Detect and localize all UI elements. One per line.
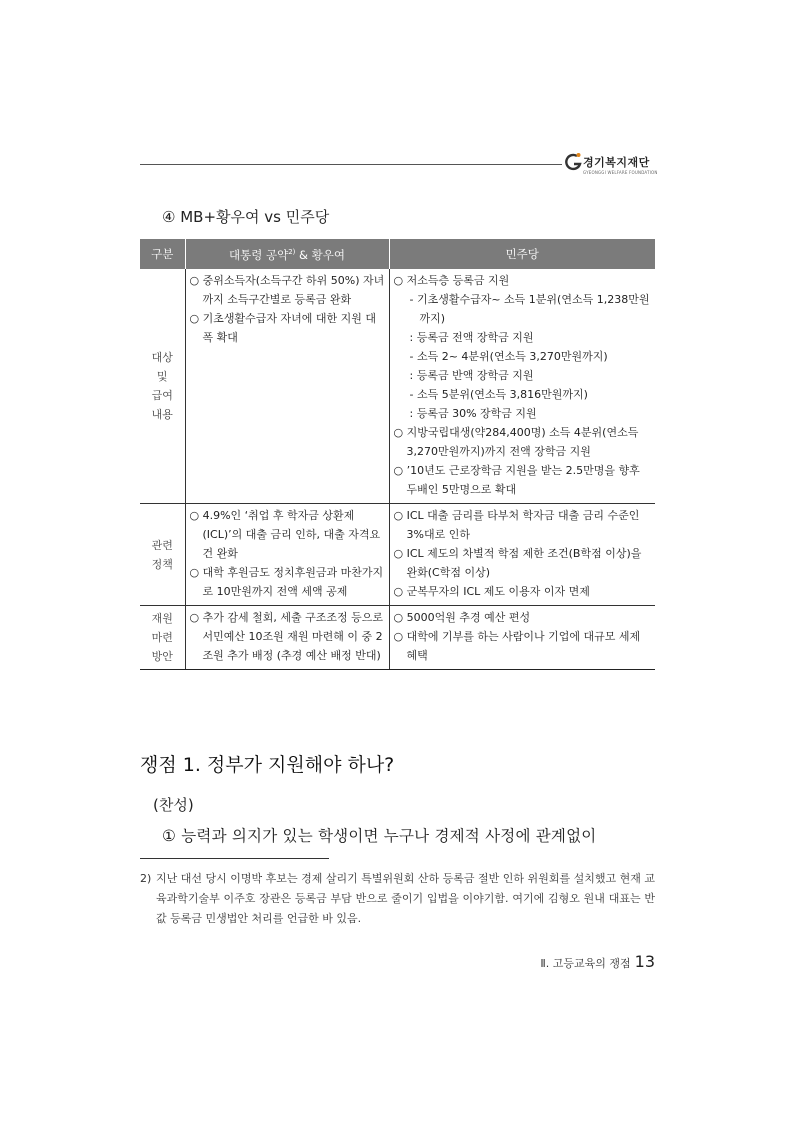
mb-cell [185, 269, 389, 504]
bullet-item: ○ 지방국립대생(약284,400명) 소득 4분위(연소득 3,270만원까지)까지 전액 장학금 지원 [393, 426, 639, 458]
row-category-label: 및 [156, 370, 168, 383]
bullet-item: ○ ’10년도 근로장학금 지원을 받는 2.5만명을 향후 두배인 5만명으로 확대 [393, 464, 640, 496]
row-category [140, 606, 185, 670]
comparison-table [140, 239, 655, 670]
bullet-item: ○ 기초생활수급자 자녀에 대한 지원 대폭 확대 [189, 312, 376, 344]
table-row [140, 504, 655, 606]
pro-label: (찬성) [153, 796, 194, 814]
page-number: 13 [634, 952, 655, 971]
footnote-number: 2) [140, 872, 152, 885]
mb-cell [185, 606, 389, 670]
header-democratic: 민주당 [389, 239, 655, 269]
bullet-item: ○ 추가 감세 철회, 세출 구조조정 등으로 서민예산 10조원 재원 마련해 이 중 2조원 추가 배정 (추경 예산 배정 반대) [189, 611, 383, 662]
row-category-label: 내용 [151, 408, 173, 421]
bullet-item: ○ 대학 후원금도 정치후원금과 마찬가지로 10만원까지 전액 세액 공제 [189, 566, 384, 598]
bullet-item: ○ 대학에 기부를 하는 사람이나 기업에 대규모 세제 혜택 [393, 630, 641, 662]
row-category-label: 재원 [151, 612, 173, 625]
sub-item: : 등록금 30% 장학금 지원 [409, 407, 537, 420]
header-mb [185, 239, 389, 269]
sub-item: - 소득 2~ 4분위(연소득 3,270만원까지) [409, 350, 608, 363]
sub-item: - 기초생활수급자~ 소득 1분위(연소득 1,238만원까지) [409, 293, 650, 325]
row-category [140, 504, 185, 606]
row-category-label: 관련 [151, 538, 173, 552]
footer-chapter: Ⅱ. 고등교육의 쟁점 [540, 957, 631, 970]
section-title: ④ MB+황우여 vs 민주당 [162, 208, 330, 226]
row-category-label: 급여 [151, 389, 173, 402]
democratic-cell [389, 504, 655, 606]
footnote-rule [140, 858, 329, 859]
democratic-cell [389, 269, 655, 504]
bullet-item: ○ ICL 제도의 차별적 학점 제한 조건(B학점 이상)을 완화(C학점 이상) [393, 547, 642, 579]
sub-item: : 등록금 전액 장학금 지원 [409, 331, 534, 344]
logo-subtitle: GYEONGGI WELFARE FOUNDATION [583, 170, 658, 175]
table-row [140, 606, 655, 670]
mb-cell [185, 504, 389, 606]
table-row [140, 269, 655, 504]
row-category [140, 269, 185, 504]
footnote [140, 869, 655, 929]
bullet-item: ○ 4.9%인 ‘취업 후 학자금 상환제(ICL)’의 대출 금리 인하, 대출 자격요건 완화 [189, 509, 381, 560]
page-footer [492, 952, 655, 971]
sub-item: - 소득 5분위(연소득 3,816만원까지) [409, 388, 588, 401]
bullet-item: ○ 5000억원 추경 예산 편성 [393, 611, 531, 624]
foundation-logo [563, 150, 663, 180]
header-category: 구분 [140, 239, 185, 269]
row-category-label: 정책 [151, 557, 173, 571]
row-category-label: 마련 [151, 631, 173, 644]
democratic-cell [389, 606, 655, 670]
table-header-row [140, 239, 655, 269]
bullet-item: ○ 저소득층 등록금 지원 [393, 274, 510, 287]
footnote-text: 지난 대선 당시 이명박 후보는 경제 살리기 특별위원회 산하 등록금 절반 인하 위원회를 설치했고 현재 교육과학기술부 이주호 장관은 등록금 부담 반으로 줄이기 입법을 이야기함. 여기에 김형오 원내 대표는 반값 등록금 민생법안 처리를 언급한 바 있음. [156, 872, 655, 925]
header-mb-label: 대통령 공약 [229, 247, 289, 262]
bullet-item: ○ ICL 대출 금리를 타부처 학자금 대출 금리 수준인 3%대로 인하 [393, 509, 640, 541]
issue-heading: 쟁점 1. 정부가 지원해야 하나? [140, 754, 395, 776]
logo-name: 경기복지재단 [583, 156, 650, 169]
row-category-label: 방안 [151, 650, 173, 663]
header-rule [140, 164, 562, 165]
bullet-item: ○ 중위소득자(소득구간 하위 50%) 자녀까지 소득구간별로 등록금 완화 [189, 274, 385, 306]
body-paragraph: ① 능력과 의지가 있는 학생이면 누구나 경제적 사정에 관계없이 [162, 827, 597, 845]
header-mb-label-2: & 황우여 [299, 247, 345, 262]
sub-item: : 등록금 반액 장학금 지원 [409, 369, 534, 382]
gwf-logo-icon [563, 152, 583, 172]
row-category-label: 대상 [151, 351, 173, 364]
bullet-item: ○ 군복무자의 ICL 제도 이용자 이자 면제 [393, 585, 590, 598]
header-footnote-ref: 2) [288, 248, 296, 257]
